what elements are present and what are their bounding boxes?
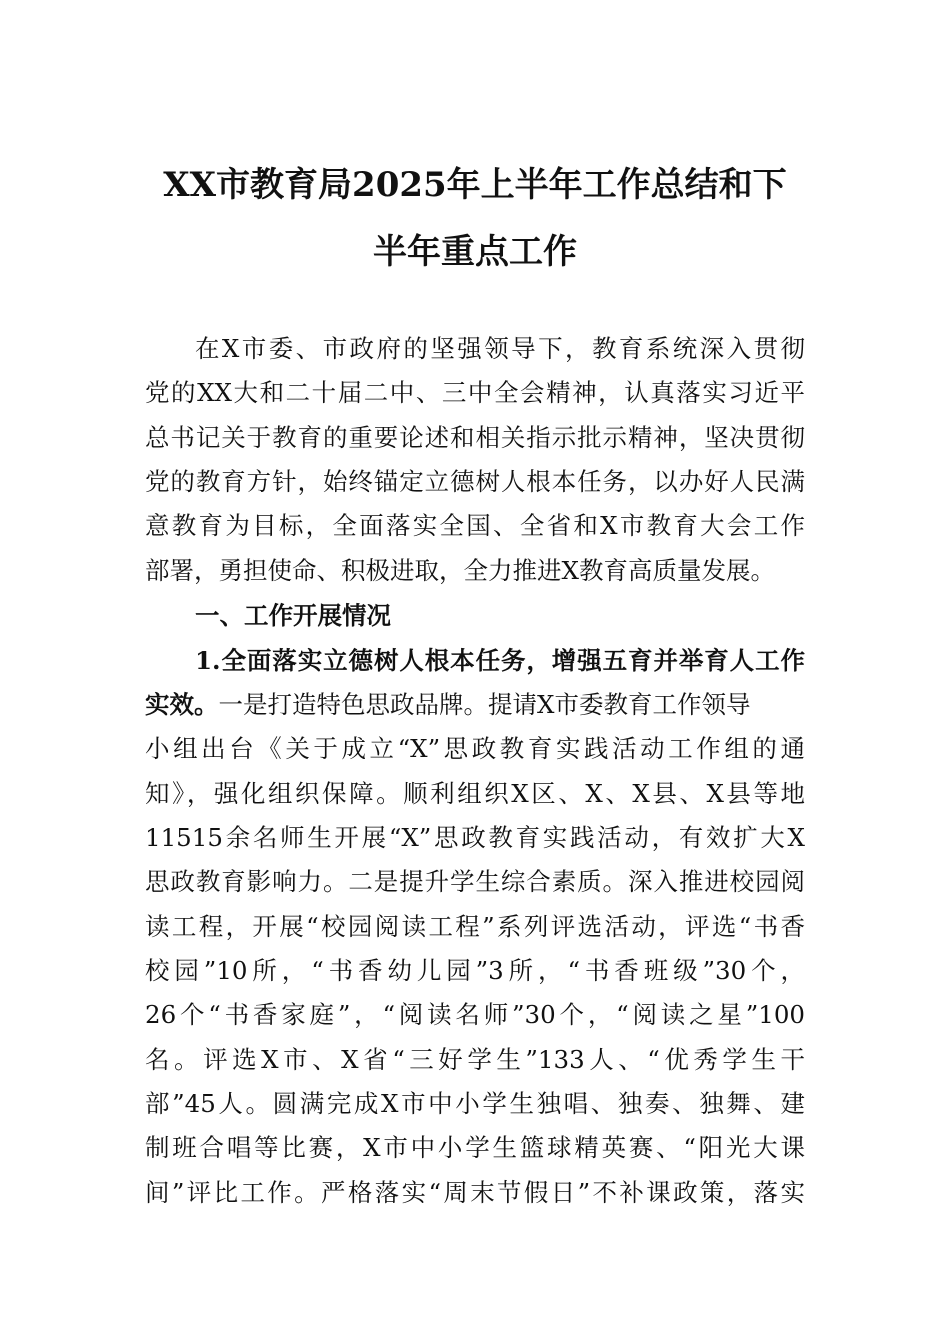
item-1-paragraph-line: 读工程，开展“校园阅读工程”系列评选活动，评选“书香 — [145, 912, 805, 941]
item-1-heading-end: 实效。 — [145, 690, 219, 719]
item-1-paragraph-line: 间”评比工作。严格落实“周末节假日”不补课政策，落实 — [145, 1178, 805, 1207]
intro-paragraph-line: 意教育为目标，全面落实全国、全省和X市教育大会工作 — [145, 511, 805, 540]
document-title-line-1: XX市教育局2025年上半年工作总结和下 — [163, 165, 787, 205]
document-title-line-2: 半年重点工作 — [373, 232, 577, 272]
intro-paragraph-line: 党的XX大和二十届二中、三中全会精神，认真落实习近平 — [145, 378, 805, 407]
item-1-paragraph-line: 26个“书香家庭”，“阅读名师”30个，“阅读之星”100 — [145, 1000, 805, 1029]
item-1-heading-line: 1.全面落实立德树人根本任务，增强五育并举育人工作 — [195, 646, 805, 675]
intro-paragraph-line: 部署，勇担使命、积极进取，全力推进X教育高质量发展。 — [145, 556, 775, 585]
intro-paragraph-line: 在X市委、市政府的坚强领导下，教育系统深入贯彻 — [195, 334, 805, 363]
item-1-paragraph-line: 校园”10所，“书香幼儿园”3所，“书香班级”30个， — [145, 956, 805, 985]
item-1-paragraph-line: 知》，强化组织保障。顺利组织X区、X、X县、X县等地 — [145, 779, 805, 808]
item-1-text: 一是打造特色思政品牌。提请X市委教育工作领导 — [218, 690, 751, 719]
item-1-paragraph-line: 11515余名师生开展“X”思政教育实践活动，有效扩大X — [145, 823, 805, 852]
item-1-paragraph-line: 制班合唱等比赛，X市中小学生篮球精英赛、“阳光大课 — [145, 1133, 805, 1162]
item-1-paragraph-line: 名。评选X市、X省“三好学生”133人、“优秀学生干 — [145, 1045, 805, 1074]
section-heading: 一、工作开展情况 — [195, 601, 391, 630]
item-1-paragraph-line: 思政教育影响力。二是提升学生综合素质。深入推进校园阅 — [145, 867, 805, 896]
intro-paragraph-line: 党的教育方针，始终锚定立德树人根本任务，以办好人民满 — [145, 467, 805, 496]
item-1-paragraph-line: 小组出台《关于成立“X”思政教育实践活动工作组的通 — [145, 734, 805, 763]
item-1-mixed-line — [145, 685, 805, 725]
intro-paragraph-line: 总书记关于教育的重要论述和相关指示批示精神，坚决贯彻 — [145, 423, 805, 452]
item-1-paragraph-line: 部”45人。圆满完成X市中小学生独唱、独奏、独舞、建 — [145, 1089, 805, 1118]
